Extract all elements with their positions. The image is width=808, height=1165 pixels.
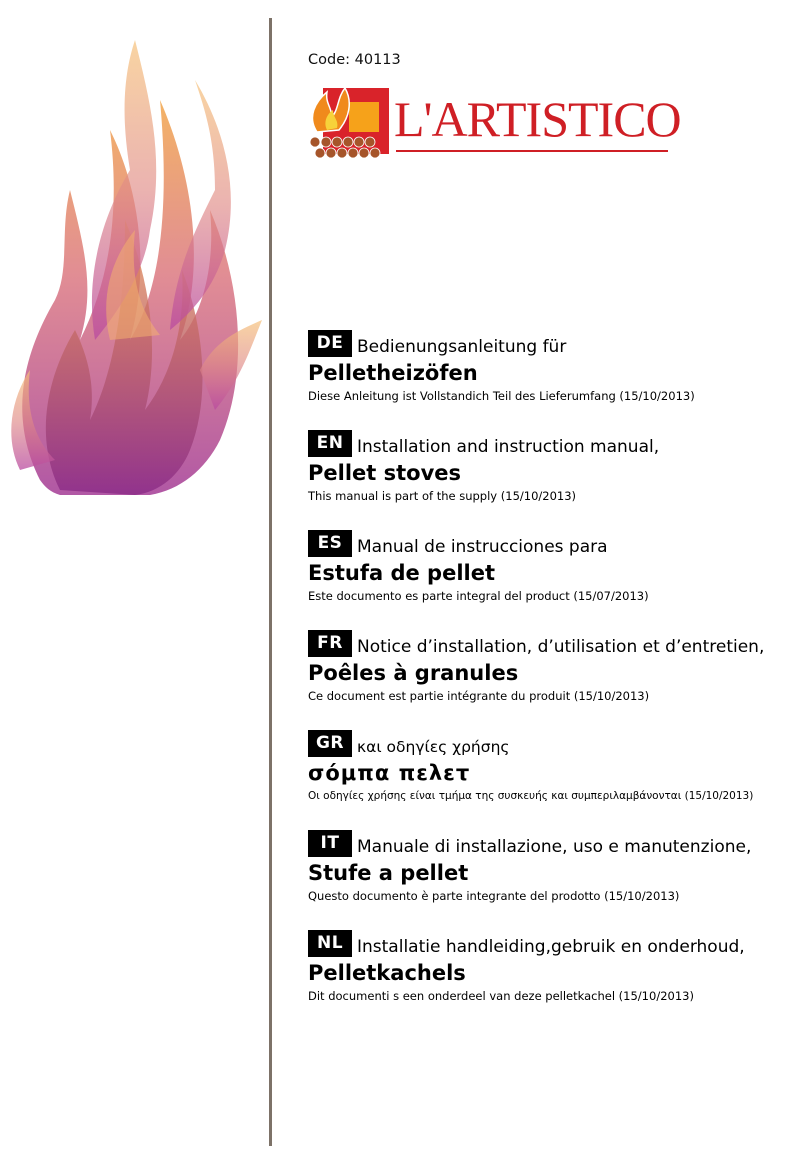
section-gr [308, 727, 798, 803]
lang-badge-nl: NL [308, 930, 352, 957]
intro-gr: και οδηγίες χρήσης [357, 738, 510, 756]
note-de: Diese Anleitung ist Vollstandich Teil des Lieferumfang (15/10/2013) [308, 389, 695, 403]
intro-en: Installation and instruction manual, [357, 437, 660, 457]
flame-illustration [0, 40, 265, 500]
section-de [308, 327, 798, 403]
title-es: Estufa de pellet [308, 561, 495, 585]
title-gr: σόμπα πελετ [308, 761, 471, 785]
title-de: Pelletheizöfen [308, 361, 478, 385]
note-it: Questo documento è parte integrante del prodotto (15/10/2013) [308, 889, 680, 903]
title-it: Stufe a pellet [308, 861, 469, 885]
title-en: Pellet stoves [308, 461, 462, 485]
section-fr [308, 627, 798, 703]
section-en [308, 427, 798, 503]
lang-badge-de: DE [308, 330, 352, 357]
lang-badge-es: ES [308, 530, 352, 557]
lang-badge-fr: FR [308, 630, 352, 657]
section-nl [308, 927, 798, 1003]
section-it [308, 827, 798, 903]
intro-it: Manuale di installazione, uso e manutenzione, [357, 837, 752, 857]
intro-fr: Notice d’installation, d’utilisation et d’entretien, [357, 637, 765, 657]
lang-badge-it: IT [308, 830, 352, 857]
note-es: Este documento es parte integral del product (15/07/2013) [308, 589, 649, 603]
lang-badge-gr: GR [308, 730, 352, 757]
note-gr: Οι οδηγίες χρήσης είναι τμήμα της συσκευής και συμπεριλαμβάνονται (15/10/2013) [308, 790, 754, 802]
lang-badge-en: EN [308, 430, 352, 457]
title-nl: Pelletkachels [308, 961, 466, 985]
section-es [308, 527, 798, 603]
intro-de: Bedienungsanleitung für [357, 337, 567, 357]
note-en: This manual is part of the supply (15/10/2013) [308, 489, 577, 503]
title-fr: Poêles à granules [308, 661, 519, 685]
intro-es: Manual de instrucciones para [357, 537, 608, 557]
document-code: Code: 40113 [308, 52, 401, 68]
logo-underline [396, 150, 668, 152]
note-fr: Ce document est partie intégrante du produit (15/10/2013) [308, 689, 650, 703]
intro-nl: Installatie handleiding,gebruik en onderhoud, [357, 937, 745, 957]
logo-wordmark: L'ARTISTICO [394, 91, 681, 147]
vertical-divider [269, 18, 272, 1146]
note-nl: Dit documenti s een onderdeel van deze pelletkachel (15/10/2013) [308, 989, 694, 1003]
